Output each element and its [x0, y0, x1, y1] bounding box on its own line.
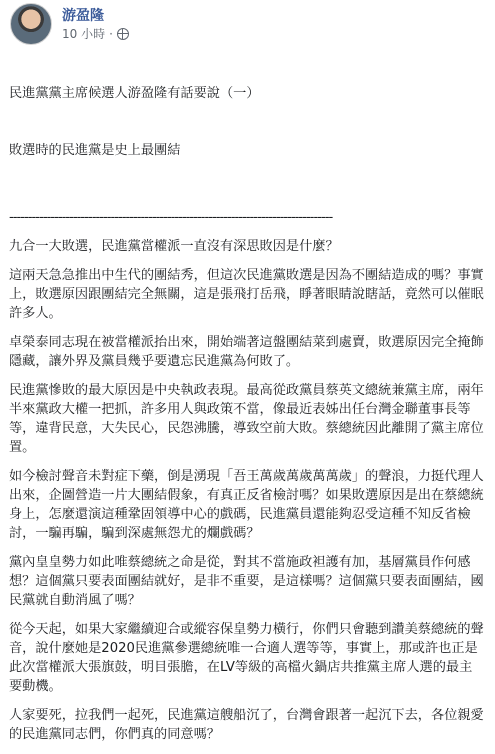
globe-icon[interactable]: [117, 28, 129, 40]
paragraph: 九合一大敗選，民進黨當權派一直沒有深思敗因是什麼？: [9, 239, 339, 254]
post-subline: [62, 27, 129, 41]
post-time[interactable]: 10 小時: [62, 27, 106, 41]
post-header: [10, 6, 129, 42]
post-body: [9, 46, 485, 754]
paragraph: 人家要死，拉我們一起死，民進黨這艘船沉了，台灣會跟著一起沉下去，各位親愛的民進黨同志們，你們真的同意嗎？: [9, 708, 484, 742]
post-title: [9, 46, 485, 198]
author-name[interactable]: 游盈隆: [62, 8, 104, 24]
author-avatar[interactable]: [10, 3, 52, 45]
post-meta: [62, 7, 129, 41]
paragraph: 如今檢討聲音未對症下藥，倒是湧現「吾王萬歲萬歲萬萬歲」的聲浪，力挺代理人出來，企圖營造一片大團結假象，有真正反省檢討嗎？如果敗選原因是出在蔡總統身上，怎麼還演這種鞏固領導中心的戲碼，民進黨員還能夠忍受這種不知反省檢討，一騙再騙，騙到深處無怨尤的爛戲碼？: [9, 469, 484, 541]
paragraph: 卓榮泰同志現在被當權派抬出來，開始端著這盤團結菜到處賣，敗選原因完全掩飾隱藏，讓外界及黨員幾乎要遺忘民進黨為何敗了。: [9, 335, 484, 369]
post-title-line2: 敗選時的民進黨是史上最團結: [9, 143, 181, 158]
paragraph: 從今天起，如果大家繼續迎合或縱容保皇勢力橫行，你們只會聽到讚美蔡總統的聲音，說什麼她是2020民進黨參選總統唯一合適人選等等，事實上，那或許也正是此次當權派大張旗鼓，明目張膽，在LV等級的高檔火鍋店共推黨主席人選的最主要動機。: [9, 622, 484, 694]
divider-line: --------------------------------------------------------------------------------------: [9, 210, 333, 225]
paragraph: 黨內皇皇勢力如此唯蔡總統之命是從，對其不當施政袒護有加，基層黨員作何感想？這個黨只要表面團結就好，是非不重要，是這樣嗎？這個黨只要表面團結，國民黨就自動消風了嗎？: [9, 555, 484, 608]
paragraph: 這兩天急急推出中生代的團結秀，但這次民進黨敗選是因為不團結造成的嗎？事實上，敗選原因跟團結完全無關，這是張飛打岳飛，睜著眼睛說瞎話，竟然可以催眠許多人。: [9, 268, 484, 321]
paragraph: 民進黨慘敗的最大原因是中央執政表現。最高從政黨員蔡英文總統兼黨主席，兩年半來黨政大權一把抓，許多用人與政策不當，像最近表姊出任台灣金聯董事長等等，違背民意，大失民心，民怨沸騰，導致空前大敗。蔡總統因此離開了黨主席位置。: [9, 383, 484, 455]
separator-dot: ·: [109, 27, 113, 41]
post-title-line1: 民進黨黨主席候選人游盈隆有話要說（一）: [9, 86, 260, 101]
